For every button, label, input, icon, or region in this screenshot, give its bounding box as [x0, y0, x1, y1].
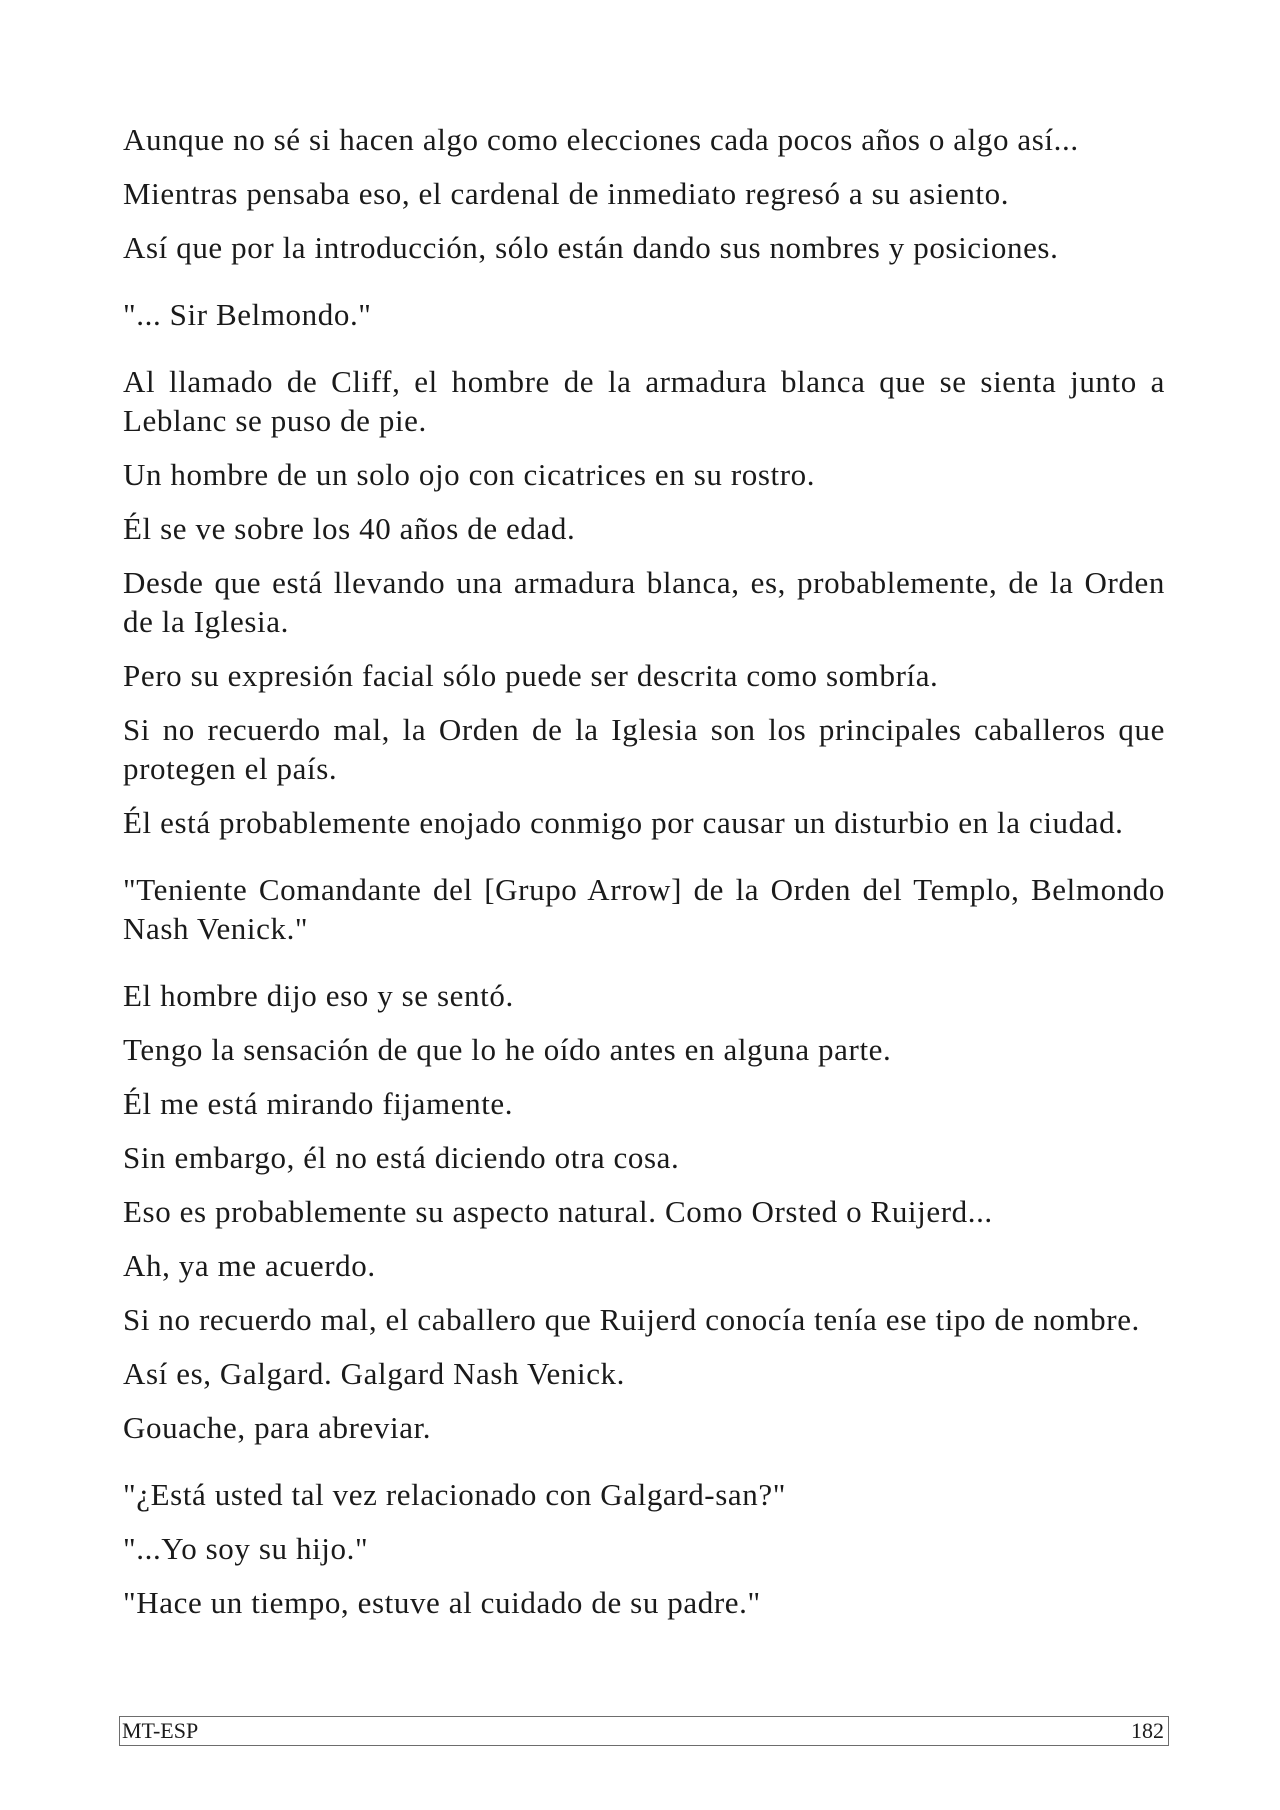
paragraph: Mientras pensaba eso, el cardenal de inmediato regresó a su asiento.: [123, 176, 1010, 211]
paragraph: Pero su expresión facial sólo puede ser descrita como sombría.: [123, 658, 939, 693]
paragraph: Ah, ya me acuerdo.: [123, 1248, 376, 1283]
dialogue-paragraph: "¿Está usted tal vez relacionado con Galgard-san?": [123, 1477, 786, 1512]
dialogue-paragraph: "...Yo soy su hijo.": [123, 1531, 369, 1566]
paragraph: Desde que está llevando una armadura blanca, es, probablemente, de la Orden de la Iglesia.: [123, 565, 1165, 639]
paragraph: Aunque no sé si hacen algo como elecciones cada pocos años o algo así...: [123, 122, 1079, 157]
paragraph: Él está probablemente enojado conmigo por causar un disturbio en la ciudad.: [123, 805, 1124, 840]
paragraph: Eso es probablemente su aspecto natural. Como Orsted o Ruijerd...: [123, 1194, 993, 1229]
paragraph: Gouache, para abreviar.: [123, 1410, 432, 1445]
footer-label: MT-ESP: [122, 1718, 199, 1743]
page-body: [123, 120, 1165, 1637]
page-number: 182: [1131, 1718, 1164, 1743]
dialogue-paragraph: "Teniente Comandante del [Grupo Arrow] de la Orden del Templo, Belmondo Nash Venick.": [123, 872, 1165, 946]
paragraph: Un hombre de un solo ojo con cicatrices en su rostro.: [123, 457, 816, 492]
paragraph: Tengo la sensación de que lo he oído antes en alguna parte.: [123, 1032, 892, 1067]
dialogue-paragraph: "... Sir Belmondo.": [123, 297, 372, 332]
paragraph: Al llamado de Cliff, el hombre de la armadura blanca que se sienta junto a Leblanc se puso de pie.: [123, 364, 1165, 438]
paragraph: Si no recuerdo mal, el caballero que Ruijerd conocía tenía ese tipo de nombre.: [123, 1302, 1140, 1337]
paragraph: Él me está mirando fijamente.: [123, 1086, 514, 1121]
paragraph: Sin embargo, él no está diciendo otra cosa.: [123, 1140, 680, 1175]
paragraph: Así que por la introducción, sólo están dando sus nombres y posiciones.: [123, 230, 1059, 265]
paragraph: Si no recuerdo mal, la Orden de la Iglesia son los principales caballeros que protegen el país.: [123, 712, 1165, 786]
page-footer: [119, 1716, 1169, 1746]
dialogue-paragraph: "Hace un tiempo, estuve al cuidado de su padre.": [123, 1585, 761, 1620]
paragraph: El hombre dijo eso y se sentó.: [123, 978, 514, 1013]
paragraph: Así es, Galgard. Galgard Nash Venick.: [123, 1356, 626, 1391]
paragraph: Él se ve sobre los 40 años de edad.: [123, 511, 576, 546]
